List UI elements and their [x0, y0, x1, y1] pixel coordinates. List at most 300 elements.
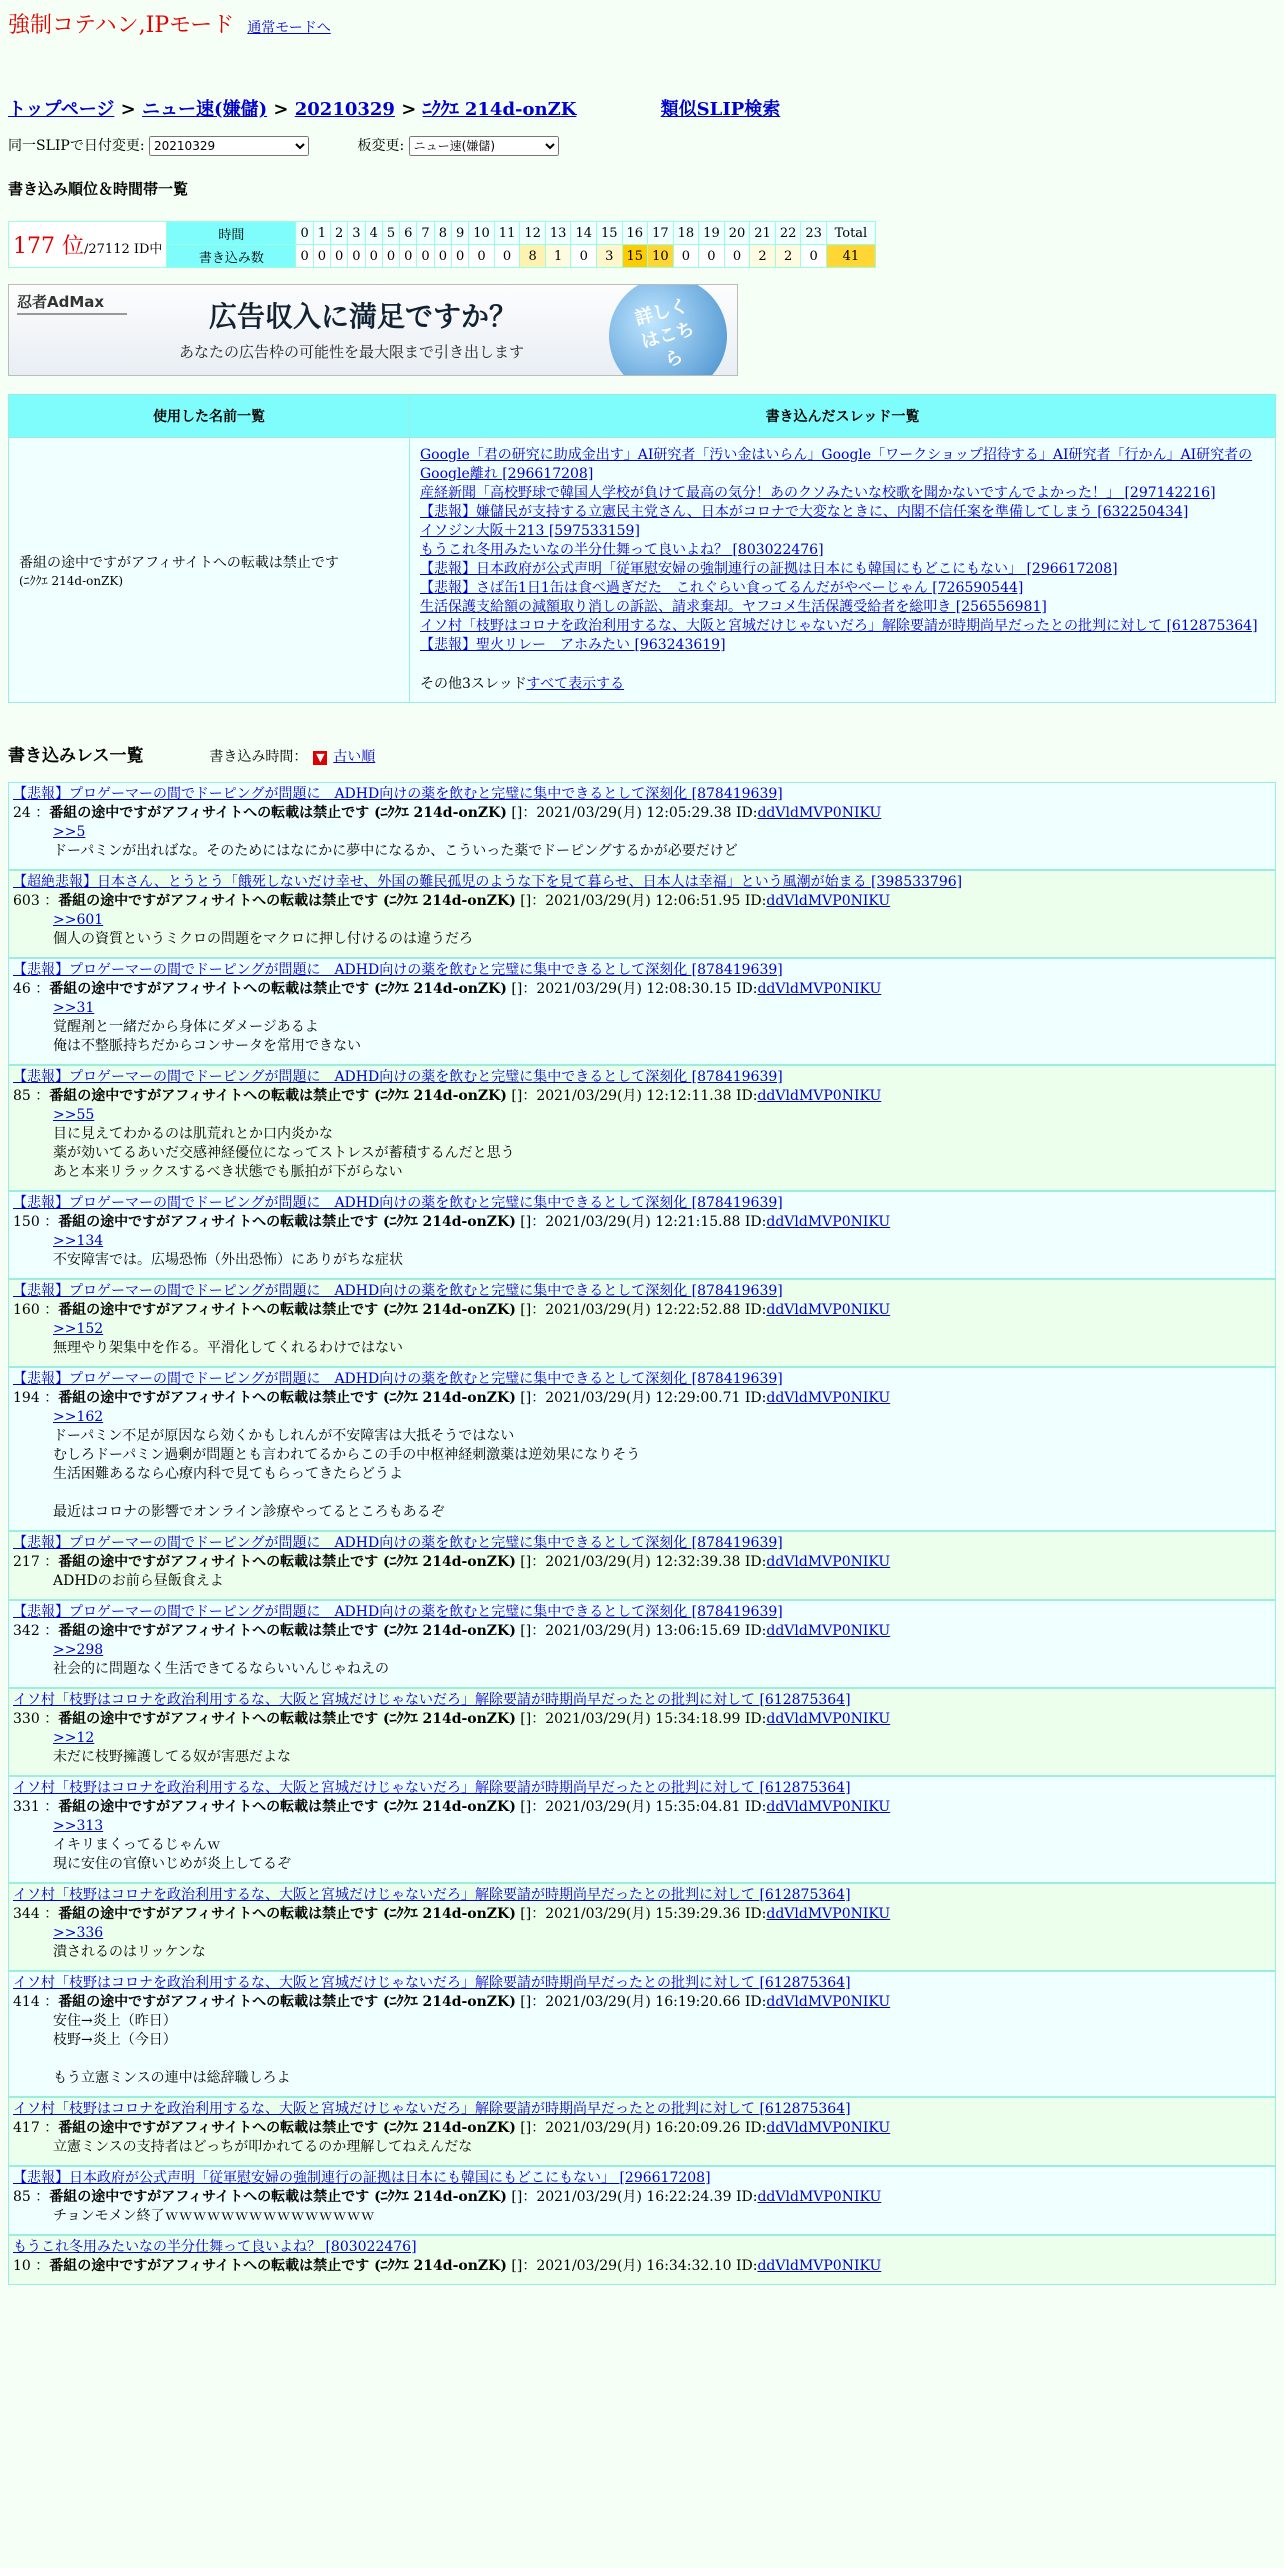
- count-cell: 15: [622, 245, 648, 268]
- used-name-id: (ﾆｸｸｴ 214d-onZK): [19, 573, 124, 588]
- thread-link[interactable]: もうこれ冬用みたいなの半分仕舞って良いよね？ [803022476]: [420, 542, 824, 558]
- post-name-id: (ﾆｸｸｴ 214d-onZK): [382, 893, 516, 909]
- show-all-threads-link[interactable]: すべて表示する: [526, 676, 625, 692]
- post-number: 194: [13, 1390, 40, 1406]
- reply-anchor-link[interactable]: >>601: [53, 912, 104, 928]
- hour-cell: 19: [699, 222, 725, 245]
- post-mail: []: [511, 2189, 523, 2205]
- post-text-line: 未だに枝野擁護してる奴が害悪だよな: [53, 1749, 291, 1765]
- hour-cell: Total: [826, 222, 875, 245]
- post-separator: ：: [35, 805, 50, 821]
- post-id-prefix: ID:: [735, 2189, 758, 2205]
- count-cell: 0: [801, 245, 827, 268]
- post-text-line: むしろドーパミン過剰が問題とも言われてるからこの手の中枢神経刺激薬は逆効果になりそう: [53, 1447, 641, 1463]
- post-separator: ：: [44, 1302, 59, 1318]
- post-body: [13, 1572, 1271, 1591]
- post-author-name: [58, 1623, 516, 1639]
- post-separator: ：: [44, 1906, 59, 1922]
- post-name: 番組の途中ですがアフィサイトへの転載は禁止です: [58, 893, 379, 909]
- post-name-id: (ﾆｸｸｴ 214d-onZK): [374, 2189, 507, 2205]
- post-meta: [13, 2188, 1271, 2207]
- post-body: [13, 1320, 1271, 1358]
- post-text-line: 目に見えてわかるのは肌荒れとか口内炎かな: [53, 1126, 333, 1142]
- post-id-link[interactable]: ddVldMVP0NIKU: [757, 805, 882, 821]
- thread-link[interactable]: イソジン大阪＋213 [597533159]: [420, 523, 640, 539]
- post-name: 番組の途中ですがアフィサイトへの転載は禁止です: [58, 1711, 379, 1727]
- post-author-name: [58, 1994, 516, 2010]
- thread-link[interactable]: 【悲報】さば缶1日1缶は食べ過ぎだた これぐらい食ってるんだがやべーじゃん [726590544]: [420, 580, 1024, 596]
- post-body: [13, 1408, 1271, 1522]
- post-id-link[interactable]: ddVldMVP0NIKU: [766, 1711, 891, 1727]
- post-mail: []: [520, 1302, 532, 1318]
- post-text-line: 社会的に問題なく生活できてるならいいんじゃねえの: [53, 1661, 389, 1677]
- post-id-link[interactable]: ddVldMVP0NIKU: [766, 893, 891, 909]
- thread-link[interactable]: 【悲報】嫌儲民が支持する立憲民主党さん、日本がコロナで大変なときに、内閣不信任案を準備してしまう [632250434]: [420, 504, 1189, 520]
- count-cell: 0: [313, 245, 330, 268]
- post-thread-link[interactable]: 【悲報】日本政府が公式声明「従軍慰安婦の強制連行の証拠は日本にも韓国にもどこにもない」 [296617208]: [13, 2170, 711, 2186]
- thread-link[interactable]: Google「君の研究に助成金出す」AI研究者「汚い金はいらん」Google「ワークショップ招待する」AI研究者「行かん」AI研究者のGoogle離れ [296617208]: [420, 447, 1253, 482]
- post-thread-link[interactable]: イソ村「枝野はコロナを政治利用するな、大阪と宮城だけじゃないだろ」解除要請が時期尚早だったとの批判に対して [612875364]: [13, 1975, 851, 1991]
- post-meta: [13, 1213, 1271, 1232]
- post-body: [13, 2138, 1271, 2157]
- post-text-line: 薬が効いてるあいだ交感神経優位になってストレスが蓄積するんだと思う: [53, 1145, 515, 1161]
- date-change-label: 同一SLIPで日付変更:: [8, 138, 145, 154]
- post-name: 番組の途中ですがアフィサイトへの転載は禁止です: [58, 1623, 379, 1639]
- post-name: 番組の途中ですがアフィサイトへの転載は禁止です: [58, 1302, 379, 1318]
- post-date: 2021/03/29(月) 12:32:39.38: [545, 1554, 741, 1570]
- post-thread-link[interactable]: 【悲報】プロゲーマーの間でドーピングが問題に ADHD向けの薬を飲むと完璧に集中できるとして深刻化 [878419639]: [13, 1195, 783, 1211]
- post-body: [13, 999, 1271, 1056]
- post-separator: ：: [531, 1554, 546, 1570]
- post-thread-link[interactable]: イソ村「枝野はコロナを政治利用するな、大阪と宮城だけじゃないだろ」解除要請が時期尚早だったとの批判に対して [612875364]: [13, 2101, 851, 2117]
- post-meta: [13, 804, 1271, 823]
- post-date: 2021/03/29(月) 12:22:52.88: [545, 1302, 741, 1318]
- breadcrumb-date-link[interactable]: 20210329: [294, 99, 395, 120]
- post-text-line: 現に安住の官僚いじめが炎上してるぞ: [53, 1856, 291, 1872]
- hour-cell: 7: [417, 222, 434, 245]
- hour-cell: 12: [520, 222, 546, 245]
- post-text-line: 不安障害では。広場恐怖（外出恐怖）にありがちな症状: [53, 1252, 403, 1268]
- post-text-line: 立憲ミンスの支持者はどっちが叩かれてるのか理解してねえんだな: [53, 2139, 473, 2155]
- reply-anchor-link[interactable]: >>298: [53, 1642, 104, 1658]
- post-mail: []: [511, 805, 523, 821]
- post-date: 2021/03/29(月) 13:06:15.69: [545, 1623, 741, 1639]
- post-mail: []: [520, 1390, 532, 1406]
- reply-anchor-link[interactable]: >>12: [53, 1730, 95, 1746]
- post-text-line: 最近はコロナの影響でオンライン診療やってるところもあるぞ: [53, 1504, 445, 1520]
- time-header: 時間: [167, 222, 296, 245]
- post-thread-link[interactable]: 【悲報】プロゲーマーの間でドーピングが問題に ADHD向けの薬を飲むと完璧に集中できるとして深刻化 [878419639]: [13, 1535, 783, 1551]
- post-thread-link[interactable]: もうこれ冬用みたいなの半分仕舞って良いよね？ [803022476]: [13, 2239, 417, 2255]
- post-text-line: 俺は不整脈持ちだからコンサータを常用できない: [53, 1038, 361, 1054]
- post-item: [8, 2097, 1276, 2166]
- post-id-link[interactable]: ddVldMVP0NIKU: [757, 1088, 882, 1104]
- used-name: 番組の途中ですがアフィサイトへの転載は禁止です: [19, 554, 339, 571]
- ad-cta-button[interactable]: [596, 284, 738, 376]
- post-name-id: (ﾆｸｸｴ 214d-onZK): [382, 1623, 516, 1639]
- post-meta: [13, 1993, 1271, 2012]
- post-author-name: [49, 2258, 507, 2274]
- post-name: 番組の途中ですがアフィサイトへの転載は禁止です: [58, 1906, 379, 1922]
- post-author-name: [58, 1906, 516, 1922]
- post-name: 番組の途中ですがアフィサイトへの転載は禁止です: [49, 1088, 370, 1104]
- post-mail: []: [511, 981, 523, 997]
- post-number: 217: [13, 1554, 40, 1570]
- breadcrumb: [8, 95, 1276, 121]
- reply-anchor-link[interactable]: >>5: [53, 824, 86, 840]
- post-id-link[interactable]: ddVldMVP0NIKU: [757, 2258, 882, 2274]
- count-cell: 0: [417, 245, 434, 268]
- ad-banner[interactable]: [8, 284, 738, 376]
- count-cell: 0: [451, 245, 468, 268]
- posts-title: 書き込みレス一覧: [8, 746, 144, 766]
- count-cell: 41: [826, 245, 875, 268]
- post-separator: ：: [531, 2120, 546, 2136]
- post-date: 2021/03/29(月) 12:12:11.38: [536, 1088, 732, 1104]
- ad-cta-label: 詳しくはこちら: [632, 295, 697, 372]
- post-id-link[interactable]: ddVldMVP0NIKU: [766, 1554, 891, 1570]
- reply-anchor-link[interactable]: >>162: [53, 1409, 104, 1425]
- post-number: 342: [13, 1623, 40, 1639]
- post-date: 2021/03/29(月) 12:29:00.71: [545, 1390, 741, 1406]
- thread-link[interactable]: 産経新聞「高校野球で韓国人学校が負けて最高の気分！あのクソみたいな校歌を聞かないですんでよかった！」 [297142216]: [420, 485, 1216, 501]
- board-change-label: 板変更:: [357, 138, 405, 154]
- board-select[interactable]: [409, 136, 559, 156]
- threads-cell: [410, 438, 1276, 703]
- post-text-line: 個人の資質というミクロの問題をマクロに押し付けるのは違うだろ: [53, 931, 473, 947]
- post-text-line: ドーパミン不足が原因なら効くかもしれんが不安障害は大抵そうではない: [53, 1428, 515, 1444]
- post-text-line: 無理やり架集中を作る。平滑化してくれるわけではない: [53, 1340, 403, 1356]
- post-author-name: [58, 1711, 516, 1727]
- post-thread-link[interactable]: 【悲報】プロゲーマーの間でドーピングが問題に ADHD向けの薬を飲むと完璧に集中できるとして深刻化 [878419639]: [13, 1283, 783, 1299]
- post-author-name: [58, 2120, 516, 2136]
- post-author-name: [58, 1799, 516, 1815]
- post-id-link[interactable]: ddVldMVP0NIKU: [757, 981, 882, 997]
- ad-logo: 忍者AdMax: [17, 293, 105, 311]
- hour-cell: 16: [622, 222, 648, 245]
- post-text-line: イキリまくってるじゃんｗ: [53, 1837, 221, 1853]
- post-name-id: (ﾆｸｸｴ 214d-onZK): [382, 1302, 516, 1318]
- post-separator: ：: [522, 2189, 537, 2205]
- post-separator: ：: [44, 1994, 59, 2010]
- post-id-prefix: ID:: [744, 1390, 767, 1406]
- post-separator: ：: [531, 1302, 546, 1318]
- reply-anchor-link[interactable]: >>134: [53, 1233, 104, 1249]
- post-mail: []: [520, 2120, 532, 2136]
- post-body: [13, 1924, 1271, 1962]
- rank-cell: [9, 222, 167, 268]
- post-id-prefix: ID:: [744, 1302, 767, 1318]
- post-number: 160: [13, 1302, 40, 1318]
- post-item: [8, 870, 1276, 958]
- post-mail: []: [520, 1214, 532, 1230]
- post-item: [8, 1191, 1276, 1279]
- hour-cell: 4: [365, 222, 382, 245]
- post-author-name: [58, 1302, 516, 1318]
- post-meta: [13, 1087, 1271, 1106]
- post-date: 2021/03/29(月) 12:08:30.15: [536, 981, 732, 997]
- post-separator: ：: [44, 893, 59, 909]
- post-number: 85: [13, 2189, 31, 2205]
- hour-cell: 1: [313, 222, 330, 245]
- post-item: [8, 782, 1276, 870]
- post-mail: []: [520, 1711, 532, 1727]
- count-cell: 0: [331, 245, 348, 268]
- post-thread-link[interactable]: 【悲報】プロゲーマーの間でドーピングが問題に ADHD向けの薬を飲むと完璧に集中できるとして深刻化 [878419639]: [13, 1069, 783, 1085]
- post-name-id: (ﾆｸｸｴ 214d-onZK): [374, 2258, 507, 2274]
- names-threads-table: [8, 394, 1276, 703]
- post-separator: ：: [35, 2258, 50, 2274]
- post-item: [8, 1776, 1276, 1883]
- count-header: 書き込み数: [167, 245, 296, 268]
- post-name: 番組の途中ですがアフィサイトへの転載は禁止です: [49, 2189, 370, 2205]
- date-select[interactable]: [149, 136, 309, 156]
- post-separator: ：: [44, 1554, 59, 1570]
- post-date: 2021/03/29(月) 16:22:24.39: [536, 2189, 732, 2205]
- post-author-name: [49, 805, 507, 821]
- post-number: 603: [13, 893, 40, 909]
- thread-link[interactable]: 【悲報】日本政府が公式声明「従軍慰安婦の強制連行の証拠は日本にも韓国にもどこにもない」 [296617208]: [420, 561, 1118, 577]
- post-date: 2021/03/29(月) 16:19:20.66: [545, 1994, 741, 2010]
- similar-slip-search-link[interactable]: 類似SLIP検索: [660, 99, 781, 120]
- post-date: 2021/03/29(月) 12:06:51.95: [545, 893, 741, 909]
- hour-cell: 17: [648, 222, 674, 245]
- post-mail: []: [520, 1906, 532, 1922]
- post-meta: [13, 980, 1271, 999]
- post-number: 46: [13, 981, 31, 997]
- post-name-id: (ﾆｸｸｴ 214d-onZK): [382, 1214, 516, 1230]
- post-separator: ：: [531, 893, 546, 909]
- post-number: 330: [13, 1711, 40, 1727]
- post-id-link[interactable]: ddVldMVP0NIKU: [757, 2189, 882, 2205]
- hour-cell: 8: [434, 222, 451, 245]
- post-id-prefix: ID:: [744, 1554, 767, 1570]
- post-id-prefix: ID:: [744, 1906, 767, 1922]
- post-id-prefix: ID:: [735, 1088, 758, 1104]
- post-author-name: [49, 1088, 507, 1104]
- hour-cell: 11: [494, 222, 520, 245]
- post-date: 2021/03/29(月) 12:05:29.38: [536, 805, 732, 821]
- post-separator: ：: [531, 1214, 546, 1230]
- post-separator: ：: [44, 1711, 59, 1727]
- post-name-id: (ﾆｸｸｴ 214d-onZK): [382, 1390, 516, 1406]
- post-number: 417: [13, 2120, 40, 2136]
- post-id-link[interactable]: ddVldMVP0NIKU: [766, 1994, 891, 2010]
- post-text-line: [53, 1484, 1271, 1503]
- post-body: [13, 911, 1271, 949]
- breadcrumb-top-link[interactable]: トップページ: [8, 99, 115, 120]
- ranking-section-title: 書き込み順位＆時間帯一覧: [8, 180, 189, 198]
- post-date: 2021/03/29(月) 15:34:18.99: [545, 1711, 741, 1727]
- reply-anchor-link[interactable]: >>313: [53, 1818, 104, 1834]
- thread-link[interactable]: 生活保護支給額の減額取り消しの訴訟、請求棄却。ヤフコメ生活保護受給者を総叩き [256556981]: [420, 599, 1047, 615]
- post-name-id: (ﾆｸｸｴ 214d-onZK): [382, 1906, 516, 1922]
- breadcrumb-id-link[interactable]: ﾆｸｸｴ 214d-onZK: [422, 99, 577, 120]
- post-number: 10: [13, 2258, 31, 2274]
- post-item: [8, 1883, 1276, 1971]
- post-item: [8, 1367, 1276, 1531]
- post-mail: []: [520, 893, 532, 909]
- count-cell: 2: [775, 245, 801, 268]
- post-meta: [13, 1710, 1271, 1729]
- post-thread-link[interactable]: 【悲報】プロゲーマーの間でドーピングが問題に ADHD向けの薬を飲むと完璧に集中できるとして深刻化 [878419639]: [13, 1604, 783, 1620]
- post-text-line: もう立憲ミンスの連中は総辞職しろよ: [53, 2070, 291, 2086]
- post-mail: []: [520, 1623, 532, 1639]
- post-id-prefix: ID:: [744, 1799, 767, 1815]
- post-text-line: 覚醒剤と一緒だから身体にダメージあるよ: [53, 1019, 319, 1035]
- post-meta: [13, 1798, 1271, 1817]
- post-id-prefix: ID:: [744, 1214, 767, 1230]
- sort-down-icon[interactable]: ▼: [313, 751, 327, 765]
- post-name-id: (ﾆｸｸｴ 214d-onZK): [374, 805, 507, 821]
- post-thread-link[interactable]: 【悲報】プロゲーマーの間でドーピングが問題に ADHD向けの薬を飲むと完璧に集中できるとして深刻化 [878419639]: [13, 962, 783, 978]
- post-thread-link[interactable]: イソ村「枝野はコロナを政治利用するな、大阪と宮城だけじゃないだろ」解除要請が時期尚早だったとの批判に対して [612875364]: [13, 1780, 851, 1796]
- post-thread-link[interactable]: 【超絶悲報】日本さん、とうとう「餓死しないだけ幸せ、外国の難民孤児のような下を見て暮らせ、日本人は幸福」という風潮が始まる [398533796]: [13, 874, 963, 890]
- thread-link[interactable]: 【悲報】聖火リレー アホみたい [963243619]: [420, 637, 726, 653]
- breadcrumb-separator: >: [401, 99, 417, 120]
- count-cell: 2: [750, 245, 776, 268]
- normal-mode-link[interactable]: 通常モードへ: [247, 20, 331, 36]
- post-author-name: [58, 1214, 516, 1230]
- count-cell: 0: [571, 245, 597, 268]
- post-number: 331: [13, 1799, 40, 1815]
- names-cell: [9, 438, 410, 703]
- post-meta: [13, 1622, 1271, 1641]
- post-id-link[interactable]: ddVldMVP0NIKU: [766, 1906, 891, 1922]
- post-author-name: [49, 2189, 507, 2205]
- hour-cell: 14: [571, 222, 597, 245]
- post-mail: []: [511, 1088, 523, 1104]
- post-id-prefix: ID:: [744, 1623, 767, 1639]
- hour-cell: 2: [331, 222, 348, 245]
- post-mail: []: [520, 1994, 532, 2010]
- post-separator: ：: [35, 1088, 50, 1104]
- post-item: [8, 1971, 1276, 2097]
- post-text-line: 潰されるのはリッケンな: [53, 1944, 206, 1960]
- hour-cell: 13: [545, 222, 571, 245]
- post-text-line: 生活困難あるなら心療内科で見てもらってきたらどうよ: [53, 1466, 403, 1482]
- post-author-name: [58, 893, 516, 909]
- count-cell: 1: [545, 245, 571, 268]
- hour-cell: 15: [596, 222, 622, 245]
- reply-anchor-link[interactable]: >>336: [53, 1925, 104, 1941]
- thread-link[interactable]: イソ村「枝野はコロナを政治利用するな、大阪と宮城だけじゃないだろ」解除要請が時期尚早だったとの批判に対して [612875364]: [420, 618, 1258, 634]
- count-cell: 0: [469, 245, 495, 268]
- ad-headline: 広告収入に満足ですか？: [209, 300, 518, 333]
- count-cell: 0: [699, 245, 725, 268]
- post-name: 番組の途中ですがアフィサイトへの転載は禁止です: [58, 1799, 379, 1815]
- post-separator: ：: [531, 1623, 546, 1639]
- post-meta: [13, 2119, 1271, 2138]
- post-item: [8, 1600, 1276, 1688]
- post-text-line: チョンモメン終了ｗｗｗｗｗｗｗｗｗｗｗｗｗｗｗ: [53, 2208, 375, 2224]
- post-id-link[interactable]: ddVldMVP0NIKU: [766, 1799, 891, 1815]
- count-cell: 0: [382, 245, 399, 268]
- post-separator: ：: [522, 981, 537, 997]
- count-cell: 0: [724, 245, 750, 268]
- post-separator: ：: [44, 1214, 59, 1230]
- post-id-prefix: ID:: [735, 2258, 758, 2274]
- sort-oldest-link[interactable]: 古い順: [333, 749, 376, 765]
- post-separator: ：: [44, 1799, 59, 1815]
- post-text-line: ドーパミンが出ればな。そのためにはなにかに夢中になるか、こういった薬でドーピングするかが必要だけど: [53, 843, 738, 859]
- page-title: 強制コテハン,IPモード: [8, 13, 235, 38]
- post-list: [8, 782, 1276, 2285]
- ad-subtext: あなたの広告枠の可能性を最大限まで引き出します: [179, 343, 525, 361]
- post-separator: ：: [35, 981, 50, 997]
- post-id-link[interactable]: ddVldMVP0NIKU: [766, 1214, 891, 1230]
- count-cell: 0: [400, 245, 417, 268]
- post-id-prefix: ID:: [744, 2120, 767, 2136]
- post-date: 2021/03/29(月) 16:34:32.10: [536, 2258, 732, 2274]
- reply-anchor-link[interactable]: >>31: [53, 1000, 95, 1016]
- hour-cell: 5: [382, 222, 399, 245]
- post-separator: ：: [531, 1390, 546, 1406]
- post-name: 番組の途中ですがアフィサイトへの転載は禁止です: [58, 1390, 379, 1406]
- post-meta: [13, 2257, 1271, 2276]
- post-meta: [13, 892, 1271, 911]
- post-text-line: 枝野→炎上（今日）: [53, 2032, 177, 2048]
- post-name: 番組の途中ですがアフィサイトへの転載は禁止です: [58, 2120, 379, 2136]
- post-name: 番組の途中ですがアフィサイトへの転載は禁止です: [49, 805, 370, 821]
- post-id-prefix: ID:: [744, 1994, 767, 2010]
- hour-cell: 21: [750, 222, 776, 245]
- post-item: [8, 1531, 1276, 1600]
- hour-cell: 6: [400, 222, 417, 245]
- post-thread-link[interactable]: イソ村「枝野はコロナを政治利用するな、大阪と宮城だけじゃないだろ」解除要請が時期尚早だったとの批判に対して [612875364]: [13, 1887, 851, 1903]
- breadcrumb-board-link[interactable]: ニュー速(嫌儲): [142, 99, 268, 120]
- count-cell: 3: [596, 245, 622, 268]
- post-separator: ：: [44, 2120, 59, 2136]
- post-id-link[interactable]: ddVldMVP0NIKU: [766, 1390, 891, 1406]
- post-separator: ：: [522, 2258, 537, 2274]
- post-time-label: 書き込み時間：: [209, 749, 308, 765]
- post-meta: [13, 1389, 1271, 1408]
- post-body: [13, 1232, 1271, 1270]
- count-cell: 0: [434, 245, 451, 268]
- post-thread-link[interactable]: 【悲報】プロゲーマーの間でドーピングが問題に ADHD向けの薬を飲むと完璧に集中できるとして深刻化 [878419639]: [13, 786, 783, 802]
- rank-number: 177 位: [13, 234, 84, 259]
- post-author-name: [58, 1554, 516, 1570]
- post-name-id: (ﾆｸｸｴ 214d-onZK): [382, 2120, 516, 2136]
- post-id-link[interactable]: ddVldMVP0NIKU: [766, 2120, 891, 2136]
- reply-anchor-link[interactable]: >>55: [53, 1107, 95, 1123]
- post-item: [8, 958, 1276, 1065]
- post-body: [13, 2207, 1271, 2226]
- more-threads-prefix: その他3スレッド: [420, 676, 527, 692]
- page-header: [8, 8, 1276, 39]
- hour-cell: 9: [451, 222, 468, 245]
- post-meta: [13, 1301, 1271, 1320]
- count-cell: 0: [365, 245, 382, 268]
- post-author-name: [49, 981, 507, 997]
- post-body: [13, 823, 1271, 861]
- post-id-prefix: ID:: [744, 893, 767, 909]
- post-separator: ：: [531, 1906, 546, 1922]
- count-cell: 0: [348, 245, 365, 268]
- post-id-link[interactable]: ddVldMVP0NIKU: [766, 1623, 891, 1639]
- reply-anchor-link[interactable]: >>152: [53, 1321, 104, 1337]
- post-date: 2021/03/29(月) 12:21:15.88: [545, 1214, 741, 1230]
- post-id-link[interactable]: ddVldMVP0NIKU: [766, 1302, 891, 1318]
- post-thread-link[interactable]: イソ村「枝野はコロナを政治利用するな、大阪と宮城だけじゃないだろ」解除要請が時期尚早だったとの批判に対して [612875364]: [13, 1692, 851, 1708]
- post-body: [13, 1729, 1271, 1767]
- post-meta: [13, 1553, 1271, 1572]
- post-thread-link[interactable]: 【悲報】プロゲーマーの間でドーピングが問題に ADHD向けの薬を飲むと完璧に集中できるとして深刻化 [878419639]: [13, 1371, 783, 1387]
- posts-header: [8, 741, 1276, 766]
- hour-cell: 20: [724, 222, 750, 245]
- rank-total: /27112 ID中: [84, 242, 163, 257]
